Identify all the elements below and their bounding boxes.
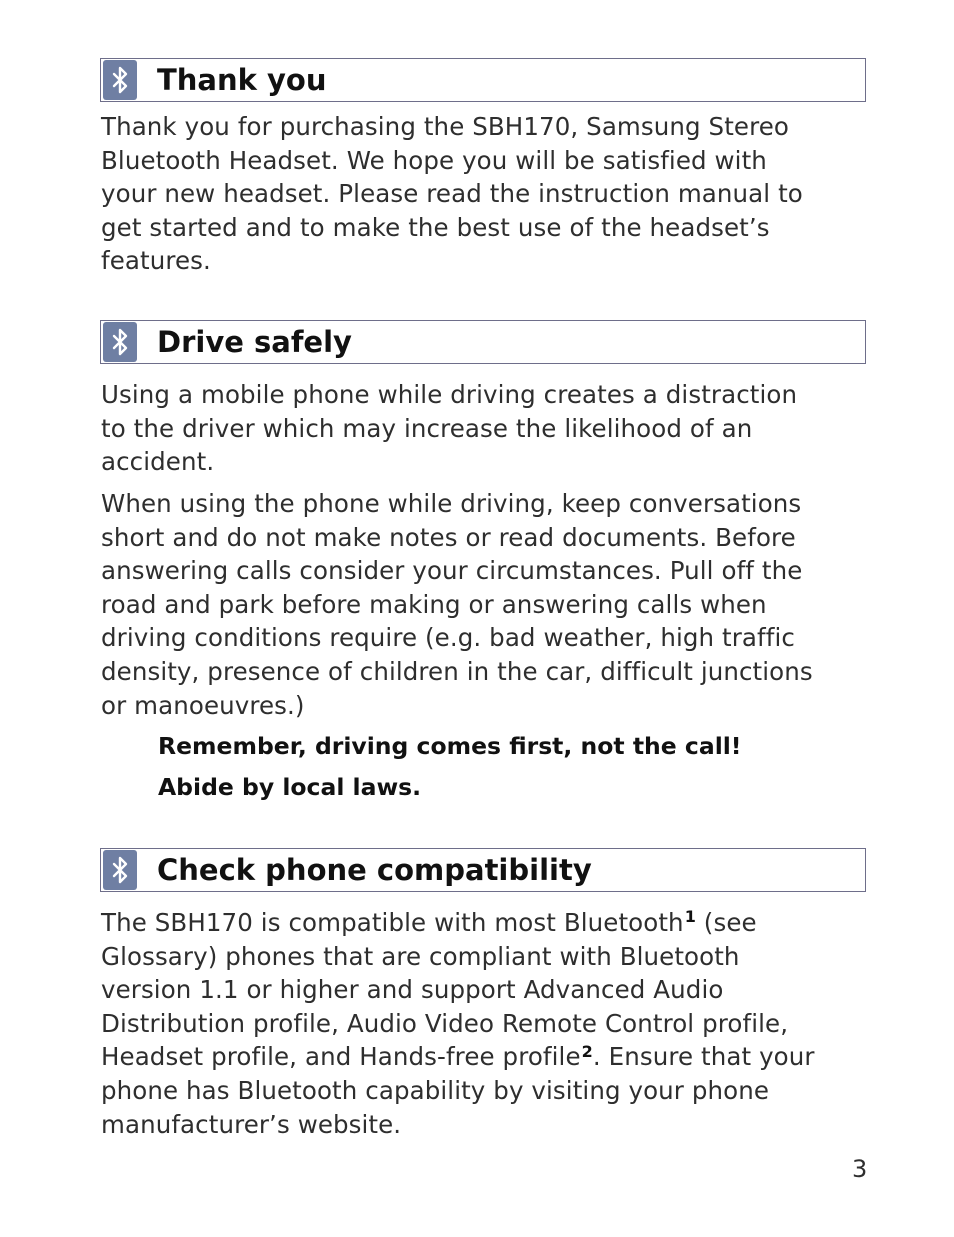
text-line: Distribution profile, Audio Video Remote Control profile, [101,1008,789,1038]
paragraph-thank-you [101,110,871,278]
footnote-marker: 2 [581,1041,593,1061]
text-line: features. [101,246,211,276]
text-segment: . Ensure that your [592,1042,815,1072]
paragraph-compatibility [101,906,871,1141]
text-line: Glossary) phones that are compliant with Bluetooth [101,941,740,971]
text-segment: Headset profile, and Hands-free profile [101,1042,581,1072]
text-line: accident. [101,447,215,477]
text-line: Bluetooth Headset. We hope you will be satisfied with [101,145,767,175]
section-heading-thank-you [100,58,866,102]
text-line: driving conditions require (e.g. bad weather, high traffic [101,623,795,653]
text-line: to the driver which may increase the likelihood of an [101,413,753,443]
section-heading-compatibility [100,848,866,892]
bluetooth-icon [103,322,137,362]
text-line: phone has Bluetooth capability by visiting your phone [101,1075,770,1105]
text-segment: (see [695,908,757,937]
section-title: Thank you [157,63,327,97]
page-number: 3 [852,1155,868,1183]
callout-driving-first: Remember, driving comes first, not the call! [158,732,742,760]
text-line [101,1040,871,1074]
text-line: or manoeuvres.) [101,690,305,720]
text-line: version 1.1 or higher and support Advanced Audio [101,975,724,1005]
footnote-marker: 1 [684,907,696,927]
paragraph-driving-advice [101,487,871,722]
text-line: short and do not make notes or read documents. Before [101,522,796,552]
bluetooth-icon [103,850,137,890]
text-line: answering calls consider your circumstances. Pull off the [101,556,803,586]
text-line: When using the phone while driving, keep conversations [101,489,802,518]
bluetooth-icon [103,60,137,100]
text-line: road and park before making or answering calls when [101,589,767,619]
text-line: Thank you for purchasing the SBH170, Samsung Stereo [101,112,789,141]
text-line: your new headset. Please read the instruction manual to [101,179,803,209]
section-title: Check phone compatibility [157,853,592,887]
text-line: manufacturer’s website. [101,1109,402,1139]
text-line [101,906,871,940]
section-heading-drive-safely [100,320,866,364]
text-segment: The SBH170 is compatible with most Bluetooth [101,908,684,937]
paragraph-driving-distraction [101,378,871,479]
text-line: get started and to make the best use of the headset’s [101,212,770,242]
section-title: Drive safely [157,325,352,359]
text-line: Using a mobile phone while driving creates a distraction [101,380,798,409]
text-line: density, presence of children in the car, difficult junctions [101,656,813,686]
callout-local-laws: Abide by local laws. [158,773,422,801]
